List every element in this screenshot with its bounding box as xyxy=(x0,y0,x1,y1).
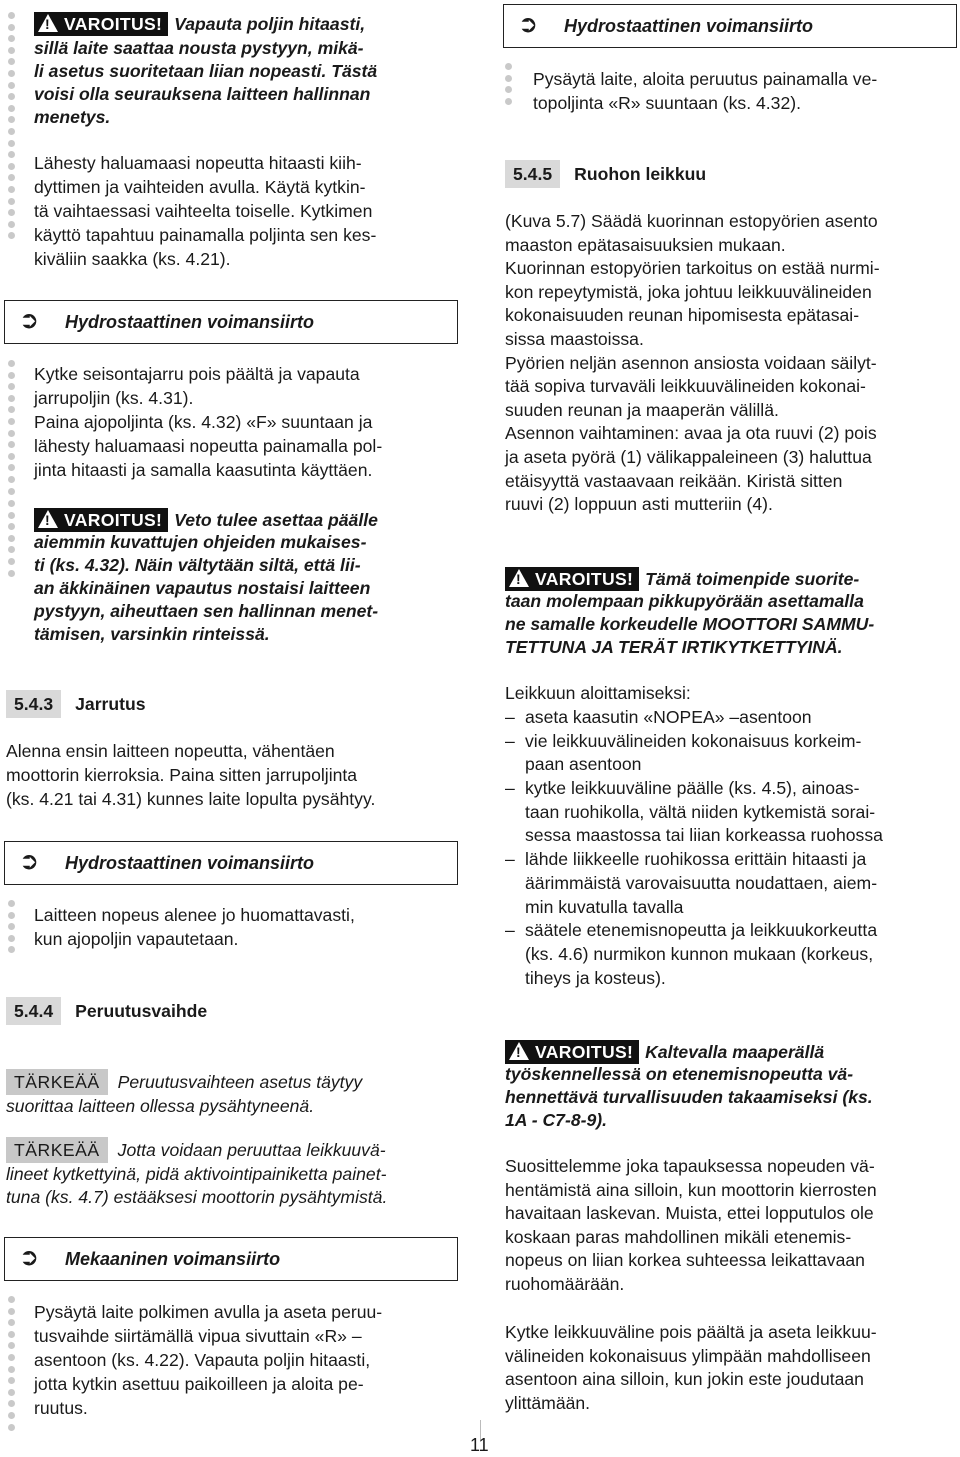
text-line: ylittämään. xyxy=(505,1392,591,1413)
text-line: (Kuva 5.7) Säädä kuorinnan estopyörien asento xyxy=(505,211,878,231)
bullet-dot xyxy=(8,372,15,379)
bullet-dot xyxy=(8,35,15,42)
bullet-dot xyxy=(8,1308,15,1315)
bullet-dot xyxy=(8,70,15,77)
section-header-mechanical: ➲ Mekaaninen voimansiirto xyxy=(4,1237,458,1281)
arrow-right-icon: ➲ xyxy=(518,11,539,38)
list-item-text: lähde liikkeelle ruohikossa erittäin hitaasti ja xyxy=(525,849,867,870)
bullet-dot xyxy=(505,86,512,93)
bullet-dot xyxy=(8,93,15,100)
bullet-dot xyxy=(8,512,15,519)
text-line: kokonaisuuden reunan hipomisesta epätasai- xyxy=(505,305,860,326)
dash-bullet: – xyxy=(505,707,515,727)
start-cutting-intro: Leikkuun aloittamiseksi: xyxy=(505,683,691,703)
bullet-dot xyxy=(8,535,15,542)
text-line: ruohomäärään. xyxy=(505,1274,625,1294)
bullet-dot xyxy=(8,186,15,193)
bullet-dot xyxy=(8,105,15,112)
bullet-dot xyxy=(8,1412,15,1419)
list-item-text: (ks. 4.6) nurmikon kunnon mukaan (korkeus, xyxy=(525,943,874,964)
list-item-text: kytke leikkuuväline päälle (ks. 4.5), ainoas- xyxy=(525,778,860,799)
bullet-dot xyxy=(8,912,15,919)
text-line: välineiden kokonaisuus ylimpään mahdolliseen xyxy=(505,1345,871,1366)
page-number: 11 xyxy=(470,1435,489,1455)
bullet-dot xyxy=(8,47,15,54)
list-item-text: säätele etenemisnopeutta ja leikkuukorkeutta xyxy=(525,920,878,941)
warning-badge: !VAROITUS! xyxy=(34,508,168,532)
bullet-dot xyxy=(8,570,15,577)
bullet-dot xyxy=(8,209,15,216)
text-line: sissa maastoissa. xyxy=(505,329,644,349)
dash-bullet: – xyxy=(505,920,515,941)
arrow-right-icon: ➲ xyxy=(19,1244,40,1271)
section-header-hydrostatic: ➲ Hydrostaattinen voimansiirto xyxy=(503,4,957,48)
list-item-text: sessa maastossa tai liian korkeassa ruohossa xyxy=(525,825,883,846)
bullet-dot xyxy=(8,900,15,907)
bullet-dot xyxy=(8,406,15,413)
text-line: asentoon aina silloin, kun jokin este joudutaan xyxy=(505,1369,864,1390)
text-line: etäisyyttä vastaavaan reikään. Kiristä sitten xyxy=(505,470,843,491)
text-line: koskaan paras mahdollinen mikäli etenemis- xyxy=(505,1226,852,1247)
list-item-text: aseta kaasutin «NOPEA» –asentoon xyxy=(525,707,812,727)
text-line: havaitaan laskevan. Muista, ettei lopputulos ole xyxy=(505,1203,874,1224)
section-header-hydrostatic: ➲ Hydrostaattinen voimansiirto xyxy=(4,300,458,344)
text-line: suuden reunan ja maaperän välillä. xyxy=(505,399,779,420)
bullet-dot xyxy=(8,383,15,390)
text-line: kon repeytymistä, joka johtuu leikkuuvälineiden xyxy=(505,281,872,302)
bullet-dot xyxy=(8,151,15,158)
bullet-dot xyxy=(8,500,15,507)
bullet-dot xyxy=(8,523,15,530)
bullet-dot xyxy=(8,221,15,228)
list-item-text: min kuvatulla tavalla xyxy=(525,896,684,917)
warning-triangle-icon xyxy=(509,569,529,587)
dash-bullet: – xyxy=(505,849,515,870)
bullet-dot xyxy=(8,198,15,205)
list-item-text: paan asentoon xyxy=(525,754,642,775)
important-badge: TÄRKEÄÄ xyxy=(6,1069,108,1095)
bullet-dot xyxy=(8,923,15,930)
text-line: ja aseta pyörä (1) välikappaleineen (3) haluttua xyxy=(505,447,872,467)
dash-bullet: – xyxy=(505,730,515,751)
list-item-text: äärimmäistä varovaisuutta noudattaen, aiem- xyxy=(525,872,878,893)
bullet-dot xyxy=(8,558,15,565)
bullet-dot xyxy=(8,360,15,367)
arrow-right-icon: ➲ xyxy=(19,307,40,334)
bullet-dot xyxy=(8,12,15,19)
text-line: Kuorinnan estopyörien tarkoitus on estää nurmi- xyxy=(505,258,880,279)
important-badge: TÄRKEÄÄ xyxy=(6,1137,108,1163)
bullet-dot xyxy=(8,82,15,89)
text-line: nopeus on liian korkea suhteessa leikattavaan xyxy=(505,1250,865,1271)
bullet-dot xyxy=(8,24,15,31)
warning-badge: !VAROITUS! xyxy=(505,567,639,591)
bullet-dot xyxy=(8,232,15,239)
bullet-dot xyxy=(8,1389,15,1396)
warning-triangle-icon xyxy=(509,1042,529,1060)
text-line: Asennon vaihtaminen: avaa ja ota ruuvi (2) pois xyxy=(505,423,877,444)
bullet-dot xyxy=(8,430,15,437)
text-line: Pyörien neljän asennon ansiosta voidaan säilyt- xyxy=(505,352,877,373)
text-line: Suosittelemme joka tapauksessa nopeuden vä- xyxy=(505,1156,875,1176)
warning-badge: !VAROITUS! xyxy=(34,12,168,36)
text-line: ruuvi (2) loppuun asti mutteriin (4). xyxy=(505,494,773,515)
bullet-dot xyxy=(8,1342,15,1349)
bullet-dot xyxy=(8,488,15,495)
section-heading-5-4-3: 5.4.3 Jarrutus xyxy=(6,690,146,718)
bullet-dot xyxy=(505,63,512,70)
bullet-dot xyxy=(8,1366,15,1373)
bullet-dot xyxy=(8,1319,15,1326)
bullet-dot xyxy=(8,546,15,553)
bullet-dot xyxy=(8,174,15,181)
dash-bullet: – xyxy=(505,778,515,799)
warning-badge: !VAROITUS! xyxy=(505,1040,639,1064)
bullet-dot xyxy=(8,1400,15,1407)
bullet-dot xyxy=(505,98,512,105)
section-heading-5-4-4: 5.4.4 Peruutusvaihde xyxy=(6,997,207,1025)
list-item-text: tiheys ja kosteus). xyxy=(525,967,666,988)
bullet-dot xyxy=(8,1354,15,1361)
bullet-dot xyxy=(8,116,15,123)
warning-triangle-icon xyxy=(38,14,58,32)
warning-triangle-icon xyxy=(38,510,58,528)
bullet-dot xyxy=(8,163,15,170)
bullet-dot xyxy=(8,418,15,425)
list-item-text: taan ruohikolla, vältä niiden kytkemistä sorai- xyxy=(525,801,876,822)
section-heading-5-4-5: 5.4.5 Ruohon leikkuu xyxy=(505,160,706,188)
list-item-text: vie leikkuuvälineiden kokonaisuus korkeim- xyxy=(525,730,862,751)
bullet-dot xyxy=(8,1424,15,1431)
bullet-dot xyxy=(8,395,15,402)
bullet-dot xyxy=(8,441,15,448)
bullet-dot xyxy=(8,1331,15,1338)
text-line: Kytke leikkuuväline pois päältä ja aseta leikkuu- xyxy=(505,1322,877,1342)
bullet-dot xyxy=(8,1296,15,1303)
bullet-dot xyxy=(8,1377,15,1384)
bullet-dot xyxy=(8,140,15,147)
arrow-right-icon: ➲ xyxy=(19,848,40,875)
text-line: maaston epätasaisuuksien mukaan. xyxy=(505,234,786,255)
bullet-dot xyxy=(8,464,15,471)
text-line: hentämistä aina silloin, kun moottorin kierrosten xyxy=(505,1179,877,1200)
bullet-dot xyxy=(8,58,15,65)
section-header-hydrostatic: ➲ Hydrostaattinen voimansiirto xyxy=(4,841,458,885)
bullet-dot xyxy=(8,128,15,135)
bullet-dot xyxy=(505,75,512,82)
text-line: tää sopiva turvaväli leikkuuvälineiden kokonai- xyxy=(505,376,866,397)
bullet-dot xyxy=(8,453,15,460)
bullet-dot xyxy=(8,476,15,483)
bullet-dot xyxy=(8,946,15,953)
bullet-dot xyxy=(8,935,15,942)
